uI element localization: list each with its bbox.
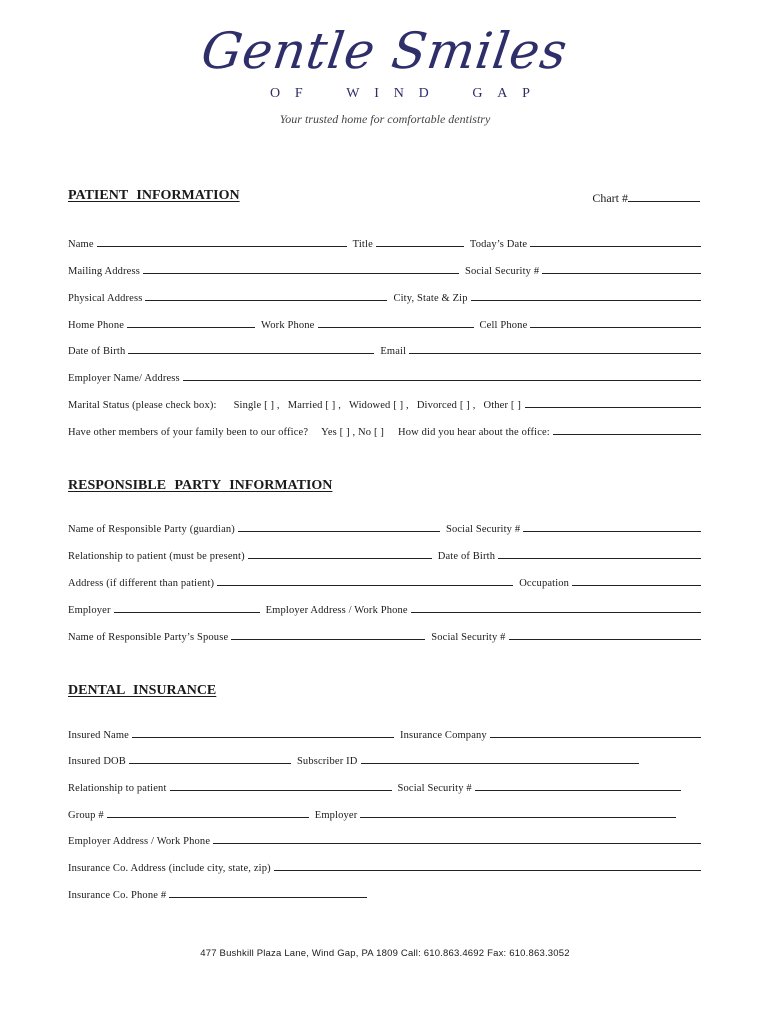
- email-field[interactable]: [409, 353, 701, 354]
- responsible-relationship-label: Relationship to patient (must be present): [68, 551, 245, 562]
- footer-contact: 477 Bushkill Plaza Lane, Wind Gap, PA 1809 Call: 610.863.4692 Fax: 610.863.3052: [200, 948, 570, 959]
- logo-letter: I: [374, 86, 379, 101]
- patient-row-employer: [68, 370, 701, 384]
- insured-dob-field[interactable]: [129, 763, 291, 764]
- married-checkbox[interactable]: Married [ ] ,: [287, 400, 341, 411]
- insurance-co-address-label: Insurance Co. Address (include city, state, zip): [68, 863, 271, 874]
- logo-letter: A: [497, 86, 508, 101]
- patient-row-family: [68, 424, 701, 438]
- insurance-row-name: [68, 727, 701, 741]
- insured-name-label: Insured Name: [68, 730, 129, 741]
- logo-letter: W: [346, 86, 360, 101]
- insurance-row-group: [68, 807, 701, 821]
- insurance-row-co-address: [68, 860, 701, 874]
- ssn-label: Social Security #: [464, 266, 540, 277]
- home-phone-field[interactable]: [127, 327, 255, 328]
- logo-letter: O: [270, 86, 281, 101]
- city-state-zip-label: City, State & Zip: [393, 293, 468, 304]
- logo-letter: F: [294, 86, 303, 101]
- insurance-co-phone-label: Insurance Co. Phone #: [68, 890, 167, 901]
- spouse-name-label: Name of Responsible Party’s Spouse: [68, 632, 229, 643]
- insurance-relationship-label: Relationship to patient: [68, 783, 167, 794]
- insurance-ssn-label: Social Security #: [397, 783, 472, 794]
- other-checkbox[interactable]: Other [ ]: [483, 400, 521, 411]
- responsible-employer-address-field[interactable]: [411, 612, 701, 613]
- logo-tagline: Your trusted home for comfortable dentistry: [279, 112, 491, 126]
- cell-phone-label: Cell Phone: [479, 320, 528, 331]
- patient-row-name: [68, 236, 701, 250]
- responsible-employer-label: Employer: [68, 605, 111, 616]
- insurance-employer-address-label: Employer Address / Work Phone: [68, 836, 211, 847]
- logo-letter: N: [393, 86, 404, 101]
- group-number-field[interactable]: [107, 817, 309, 818]
- hear-about-field[interactable]: [553, 434, 701, 435]
- responsible-employer-field[interactable]: [114, 612, 260, 613]
- responsible-address-field[interactable]: [217, 585, 513, 586]
- family-question-label: Have other members of your family been to our office?: [68, 427, 309, 438]
- insurance-company-field[interactable]: [490, 737, 701, 738]
- single-checkbox[interactable]: Single [ ] ,: [233, 400, 280, 411]
- insurance-relationship-field[interactable]: [170, 790, 392, 791]
- name-label: Name: [68, 239, 94, 250]
- marital-status-label: Marital Status (please check box):: [68, 400, 217, 411]
- responsible-address-label: Address (if different than patient): [68, 578, 215, 589]
- responsible-occupation-field[interactable]: [572, 585, 701, 586]
- title-label: Title: [352, 239, 373, 250]
- patient-row-mailing: [68, 263, 701, 277]
- responsible-ssn-label: Social Security #: [445, 524, 521, 535]
- widowed-checkbox[interactable]: Widowed [ ] ,: [348, 400, 409, 411]
- logo-wordmark: Gentle Smiles: [198, 22, 572, 80]
- insurance-co-address-field[interactable]: [274, 870, 701, 871]
- responsible-dob-field[interactable]: [498, 558, 701, 559]
- dental-insurance-heading: DENTAL INSURANCE: [68, 683, 217, 698]
- patient-info-heading: PATIENT INFORMATION: [68, 188, 240, 203]
- home-phone-label: Home Phone: [68, 320, 125, 331]
- title-field[interactable]: [376, 246, 464, 247]
- insurance-row-co-phone: [68, 887, 701, 901]
- chart-number-field[interactable]: [592, 191, 700, 206]
- ssn-field[interactable]: [542, 273, 701, 274]
- insured-dob-label: Insured DOB: [68, 756, 126, 767]
- insurance-row-dob: [68, 753, 701, 767]
- chart-number-label: Chart #: [592, 191, 628, 205]
- dob-label: Date of Birth: [68, 346, 126, 357]
- work-phone-field[interactable]: [318, 327, 474, 328]
- spouse-ssn-field[interactable]: [509, 639, 701, 640]
- name-field[interactable]: [97, 246, 347, 247]
- patient-row-marital: [68, 397, 701, 411]
- insured-name-field[interactable]: [132, 737, 394, 738]
- logo-subtitle: [270, 86, 530, 102]
- responsible-employer-address-label: Employer Address / Work Phone: [265, 605, 408, 616]
- responsible-relationship-field[interactable]: [248, 558, 432, 559]
- responsible-dob-label: Date of Birth: [437, 551, 496, 562]
- family-yes-no-checkbox[interactable]: Yes [ ] , No [ ]: [321, 427, 385, 438]
- mailing-address-field[interactable]: [143, 273, 459, 274]
- insurance-employer-address-field[interactable]: [213, 843, 701, 844]
- todays-date-label: Today’s Date: [469, 239, 528, 250]
- hear-about-label: How did you hear about the office:: [398, 427, 550, 438]
- responsible-row-employer: [68, 602, 701, 616]
- group-number-label: Group #: [68, 810, 104, 821]
- physical-address-field[interactable]: [145, 300, 387, 301]
- physical-address-label: Physical Address: [68, 293, 143, 304]
- insurance-company-label: Insurance Company: [400, 730, 487, 741]
- insurance-employer-label: Employer: [314, 810, 358, 821]
- logo-letter: D: [418, 86, 429, 101]
- insurance-co-phone-field[interactable]: [169, 897, 367, 898]
- responsible-row-name: [68, 521, 701, 535]
- divorced-checkbox[interactable]: Divorced [ ] ,: [416, 400, 476, 411]
- logo: [0, 22, 770, 80]
- patient-row-phones: [68, 317, 701, 331]
- responsible-row-relationship: [68, 548, 701, 562]
- logo-letter: G: [472, 86, 483, 101]
- logo-letter: P: [522, 86, 530, 101]
- insurance-row-relationship: [68, 780, 701, 794]
- insurance-ssn-field[interactable]: [475, 790, 681, 791]
- responsible-name-label: Name of Responsible Party (guardian): [68, 524, 235, 535]
- employer-field[interactable]: [183, 380, 701, 381]
- responsible-name-field[interactable]: [238, 531, 440, 532]
- mailing-address-label: Mailing Address: [68, 266, 140, 277]
- responsible-occupation-label: Occupation: [519, 578, 570, 589]
- insurance-employer-field[interactable]: [360, 817, 676, 818]
- todays-date-field[interactable]: [530, 246, 701, 247]
- email-label: Email: [380, 346, 407, 357]
- subscriber-id-field[interactable]: [361, 763, 639, 764]
- subscriber-id-label: Subscriber ID: [296, 756, 358, 767]
- work-phone-label: Work Phone: [261, 320, 315, 331]
- responsible-row-spouse: [68, 629, 701, 643]
- spouse-name-field[interactable]: [231, 639, 425, 640]
- patient-row-dob: [68, 343, 701, 357]
- responsible-ssn-field[interactable]: [523, 531, 701, 532]
- cell-phone-field[interactable]: [530, 327, 701, 328]
- city-state-zip-field[interactable]: [471, 300, 701, 301]
- responsible-row-address: [68, 575, 701, 589]
- dob-field[interactable]: [128, 353, 374, 354]
- employer-label: Employer Name/ Address: [68, 373, 180, 384]
- spouse-ssn-label: Social Security #: [431, 632, 506, 643]
- patient-row-physical: [68, 290, 701, 304]
- insurance-row-employer-address: [68, 833, 701, 847]
- other-field[interactable]: [525, 407, 701, 408]
- responsible-party-heading: RESPONSIBLE PARTY INFORMATION: [68, 478, 333, 493]
